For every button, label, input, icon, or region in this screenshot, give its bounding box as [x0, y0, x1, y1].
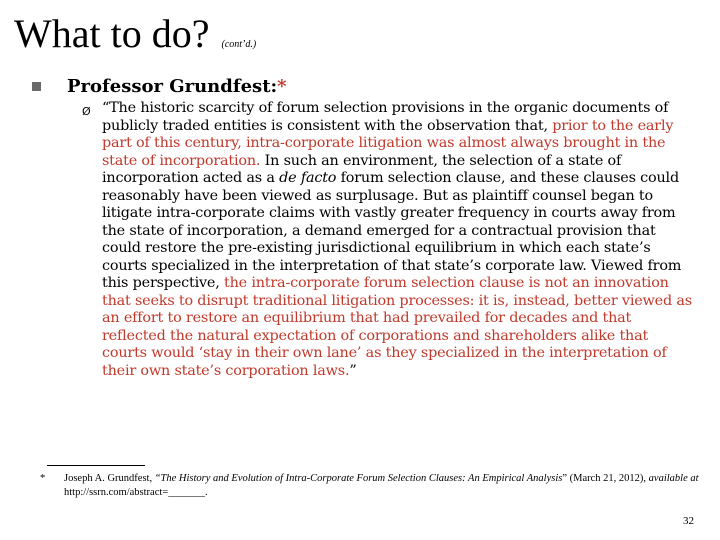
- footnote-body: [64, 472, 716, 500]
- footnote-mark: *: [40, 473, 46, 484]
- footnote: [40, 472, 716, 500]
- quote-italic-term: de facto: [279, 170, 337, 186]
- quote-text-1: “The historic scarcity of forum selection provisions in the organic documents of publicly traded entities is consistent with the observation that,: [102, 100, 669, 134]
- slide-title-continued: (cont’d.): [221, 39, 257, 50]
- quote-text-3: forum selection clause, and these clauses could reasonably have been viewed as surplusage. But as plaintiff counsel began to litigate intra-corporate claims with vastly greater frequency in courts away from the state of incorporation, a demand emerged for a contractual provision that could restore the pre-existing jurisdictional equilibrium in which each state’s courts specialized in the interpretation of that state’s corporate law. Viewed from this perspective,: [102, 170, 682, 291]
- slide-title: [14, 10, 256, 57]
- arrow-bullet-icon: Ø: [82, 105, 91, 118]
- slide-title-text: What to do?: [14, 11, 210, 56]
- quote-highlight-2: the intra-corporate forum selection clause is not an innovation that seeks to disrupt traditional litigation processes: it is, instead, better viewed as an effort to restore an equilibrium that had prevailed for decades and that reflected the natural expectation of corporations and shareholders alike that courts would ‘stay in their own lane’ as they specialized in the interpretation of their own state’s corporation laws.: [102, 275, 692, 379]
- bullet-label: Professor Grundfest:: [67, 76, 278, 97]
- quotation-paragraph: [102, 100, 696, 380]
- footnote-author: Joseph A. Grundfest,: [64, 473, 155, 484]
- footnote-marker: *: [277, 76, 287, 97]
- footnote-divider: [47, 465, 145, 466]
- bullet-heading: [67, 76, 287, 97]
- footnote-url[interactable]: http://ssrn.com/abstract=_______.: [64, 487, 208, 498]
- footnote-work-title: “The History and Evolution of Intra-Corporate Forum Selection Clauses: An Empirical Analysis: [154, 473, 563, 484]
- square-bullet-icon: [32, 82, 41, 91]
- quote-highlight-1: prior to the early part of this century, intra-corporate litigation was almost always brought in the state of incorporation.: [102, 117, 674, 169]
- footnote-available: available at: [648, 473, 699, 484]
- page-number: 32: [683, 515, 694, 527]
- quote-text-2: In such an environment, the selection of a state of incorporation acted as a: [102, 152, 622, 186]
- quote-text-4: ”: [349, 362, 357, 379]
- footnote-date: ” (March 21, 2012),: [562, 473, 649, 484]
- bullet-item: [32, 76, 287, 97]
